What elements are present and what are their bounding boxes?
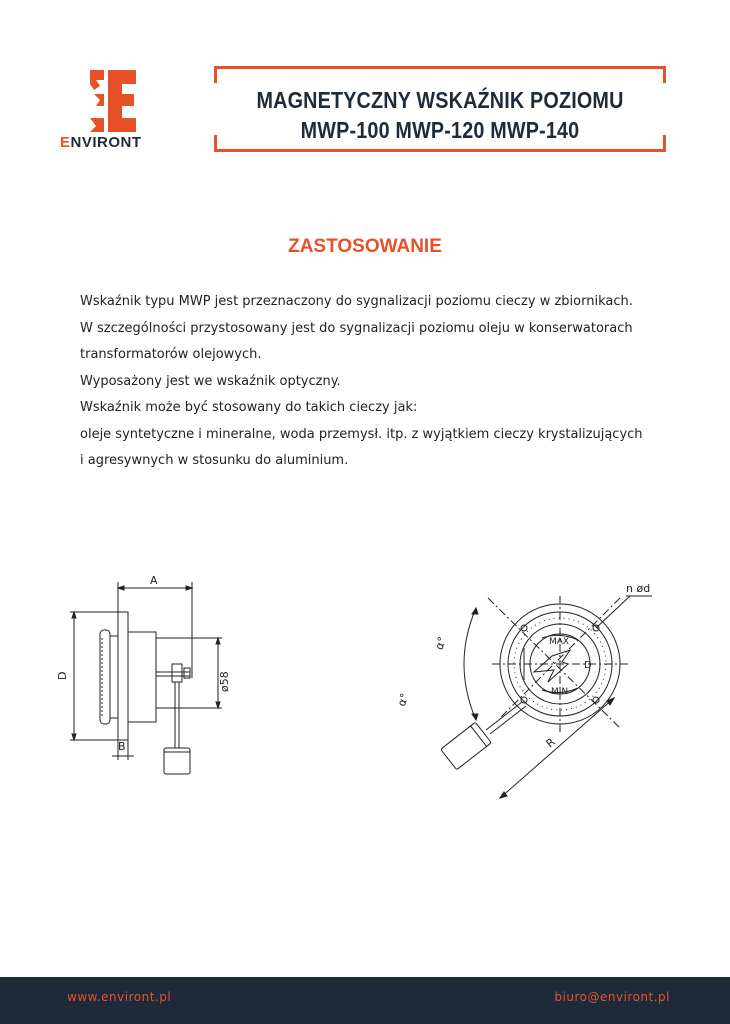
title-frame xyxy=(214,66,666,152)
paragraph-line: i agresywnych w stosunku do aluminium. xyxy=(80,453,349,468)
page-title-line1: MAGNETYCZNY WSKAŹNIK POZIOMU xyxy=(256,87,624,113)
paragraph-line: oleje syntetyczne i mineralne, woda przemysł. itp. z wyjątkiem cieczy krystalizujących xyxy=(80,426,643,442)
paragraph-line: Wyposażony jest we wskaźnik optyczny. xyxy=(80,373,341,389)
dim-d-front-label: D xyxy=(584,660,592,671)
page-title-line2: MWP-100 MWP-120 MWP-140 xyxy=(300,117,580,143)
email-link[interactable]: biuro@environt.pl xyxy=(554,990,670,1004)
front-view-drawing xyxy=(394,578,670,828)
paragraph-line: transformatorów olejowych. xyxy=(80,347,262,362)
section-heading: ZASTOSOWANIE xyxy=(288,236,442,257)
application-description xyxy=(80,289,670,475)
dim-d-label: D xyxy=(56,671,69,680)
paragraph-line: W szczególności przystosowany jest do sygnalizacji poziomu oleju w konserwatorach xyxy=(80,320,633,336)
paragraph-line: Wskaźnik może być stosowany do takich cieczy jak: xyxy=(80,400,418,415)
alpha-top-label: α° xyxy=(432,635,450,652)
min-label: MIN xyxy=(551,687,569,697)
dim-a-label: A xyxy=(150,574,158,587)
dim-r-label: R xyxy=(543,735,558,751)
max-label: MAX xyxy=(549,637,570,647)
dim-diameter-label: ø58 xyxy=(218,671,231,692)
hole-spec-label: n ød xyxy=(626,582,651,595)
dim-b-label: B xyxy=(118,740,126,753)
alpha-bottom-label: α° xyxy=(394,691,412,709)
logo-wordmark: ENVIRONT xyxy=(60,134,142,151)
page-footer xyxy=(0,977,730,1024)
paragraph-line: Wskaźnik typu MWP jest przeznaczony do sygnalizacji poziomu cieczy w zbiornikach. xyxy=(80,294,633,309)
side-view-drawing xyxy=(50,568,280,788)
website-link[interactable]: www.environt.pl xyxy=(67,990,172,1004)
